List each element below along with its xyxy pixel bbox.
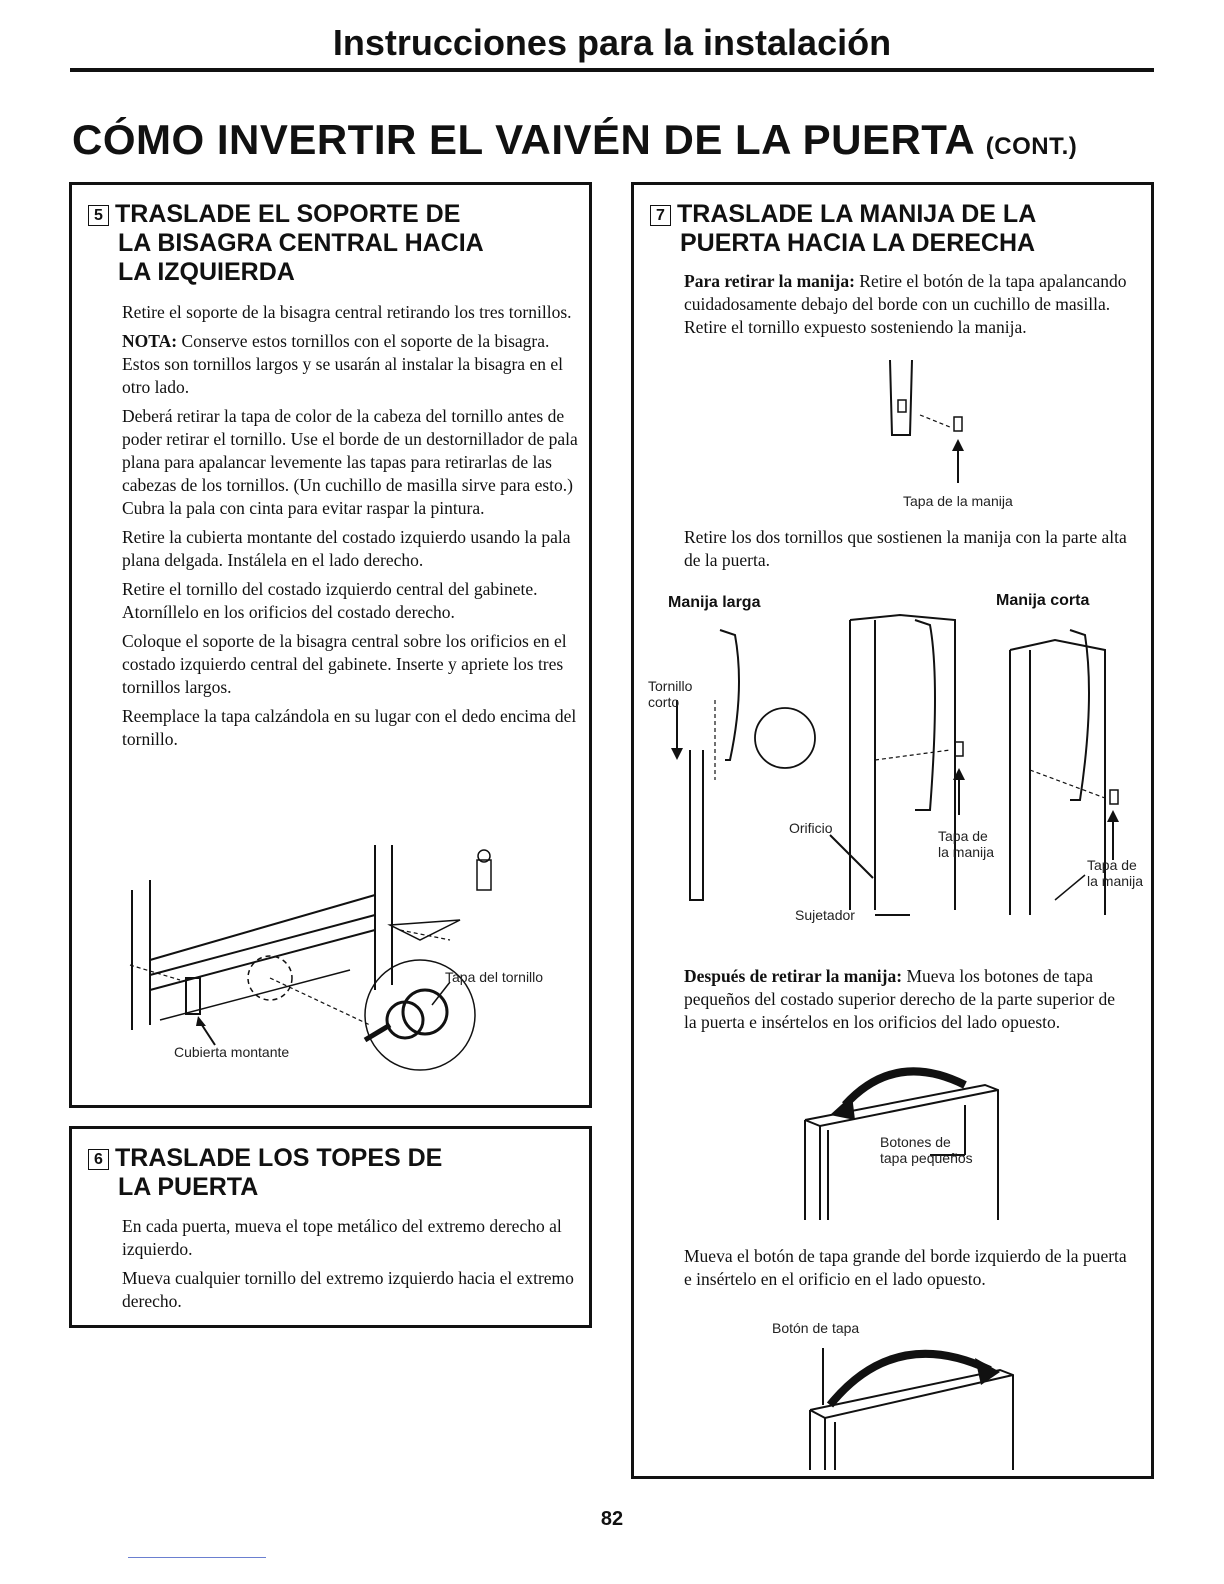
label-short-handle: Manija corta [996, 592, 1090, 609]
label-cap-button: Botón de tapa [772, 1320, 860, 1336]
step6-number: 6 [88, 1149, 109, 1170]
step5-p2-label: NOTA: [122, 331, 178, 351]
step5-title [88, 200, 578, 287]
step5-number: 5 [88, 205, 109, 226]
page-title-main: CÓMO INVERTIR EL VAIVÉN DE LA PUERTA [72, 116, 974, 163]
step5-p2-text: Conserve estos tornillos con el soporte de la bisagra. Estos son tornillos largos y se usarán al instalar la bisagra en el otro lado. [122, 331, 563, 397]
step6-title-line1: TRASLADE LOS TOPES DE [115, 1144, 443, 1172]
label-cap2-line2: la manija [1087, 873, 1144, 889]
step5-title-line2: LA BISAGRA CENTRAL HACIA [118, 229, 484, 257]
step6-p2: Mueva cualquier tornillo del extremo izquierdo hacia el extremo derecho. [122, 1268, 574, 1311]
label-short-screw-line1: Tornillo [648, 678, 693, 694]
header-title: Instrucciones para la instalación [332, 22, 892, 63]
label-cap-line1: Tapa de [938, 828, 988, 844]
label-hole: Orificio [789, 820, 833, 836]
label-cap-line2: la manija [938, 844, 995, 860]
label-cover: Cubierta montante [174, 1044, 290, 1060]
step5-p5: Retire el tornillo del costado izquierdo central del gabinete. Atorníllelo en los orificios del costado derecho. [122, 579, 538, 622]
step7-p3-text: Mueva los botones de tapa pequeños del costado superior derecho de la parte superior de la puerta e insértelos en los orificios del lado opuesto. [684, 966, 1116, 1032]
step7-title-line1: TRASLADE LA MANIJA DE LA [677, 200, 1037, 228]
label-handle-cap-short [1087, 857, 1143, 889]
step7-number: 7 [650, 205, 671, 226]
step7-p4: Mueva el botón de tapa grande del borde izquierdo de la puerta e insértelo en el orificio en el lado opuesto. [684, 1246, 1127, 1289]
step6-title-line2: LA PUERTA [118, 1173, 259, 1201]
step5-p1: Retire el soporte de la bisagra central retirando los tres tornillos. [122, 302, 572, 322]
label-small-caps-line2: tapa pequeños [880, 1150, 973, 1166]
label-screw-cap: Tapa del tornillo [445, 969, 544, 985]
label-small-caps [880, 1134, 973, 1166]
page-number: 82 [600, 1508, 624, 1530]
footer-line [128, 1557, 266, 1558]
step5-p6: Coloque el soporte de la bisagra central sobre los orificios en el costado izquierdo central del gabinete. Inserte y apriete los tres tornillos largos. [122, 631, 567, 697]
label-short-screw-line2: corto [648, 694, 680, 710]
step7-p1-text: Retire el botón de la tapa apalancando cuidadosamente debajo del borde con un cuchillo de masilla. Retire el tornillo expuesto sosteniendo la manija. [684, 271, 1127, 337]
step7-title-line2: PUERTA HACIA LA DERECHA [680, 229, 1036, 257]
step5-text [122, 301, 578, 757]
step7-p3-label: Después de retirar la manija: [684, 966, 903, 986]
label-handle-cap-long [938, 828, 994, 860]
handles-diagram [645, 610, 1145, 930]
step7-p1-label: Para retirar la manija: [684, 271, 855, 291]
label-cap2-line1: Tapa de [1087, 857, 1137, 873]
step6-title [88, 1144, 578, 1202]
header-rule [70, 68, 1154, 72]
handle-cap-diagram [880, 355, 1000, 485]
step5-p2 [122, 330, 578, 399]
step7-p2: Retire los dos tornillos que sostienen la manija con la parte alta de la puerta. [684, 527, 1127, 570]
label-handle-cap: Tapa de la manija [903, 493, 1013, 509]
step5-p3: Deberá retirar la tapa de color de la cabeza del tornillo antes de poder retirar el tornillo. Use el borde de un destornillador de pala plana para apalancar levemente las tapas para retirarlas de las cabezas de los tornillos. (Un cuchillo de masilla sirve para esto.) Cubra la pala con cinta para evitar raspar la pintura. [122, 406, 578, 518]
step7-p3 [684, 965, 1129, 1040]
large-cap-diagram [805, 1330, 1020, 1470]
step5-title-line1: TRASLADE EL SOPORTE DE [115, 200, 461, 228]
step7-title [650, 200, 1145, 258]
label-long-handle: Manija larga [668, 594, 761, 611]
step5-p7: Reemplace la tapa calzándola en su lugar con el dedo encima del tornillo. [122, 706, 577, 749]
step5-title-line3: LA IZQUIERDA [118, 258, 295, 286]
step5-p4: Retire la cubierta montante del costado izquierdo usando la pala plana delgada. Instálela en el lado derecho. [122, 527, 571, 570]
step6-p1: En cada puerta, mueva el tope metálico del extremo derecho al izquierdo. [122, 1216, 562, 1259]
page-title [72, 116, 1077, 164]
step7-p1 [684, 270, 1129, 345]
label-fastener: Sujetador [795, 907, 855, 923]
label-small-caps-line1: Botones de [880, 1134, 951, 1150]
page-title-suffix: (CONT.) [985, 133, 1078, 160]
step6-text [122, 1215, 578, 1319]
label-short-screw [648, 678, 692, 710]
